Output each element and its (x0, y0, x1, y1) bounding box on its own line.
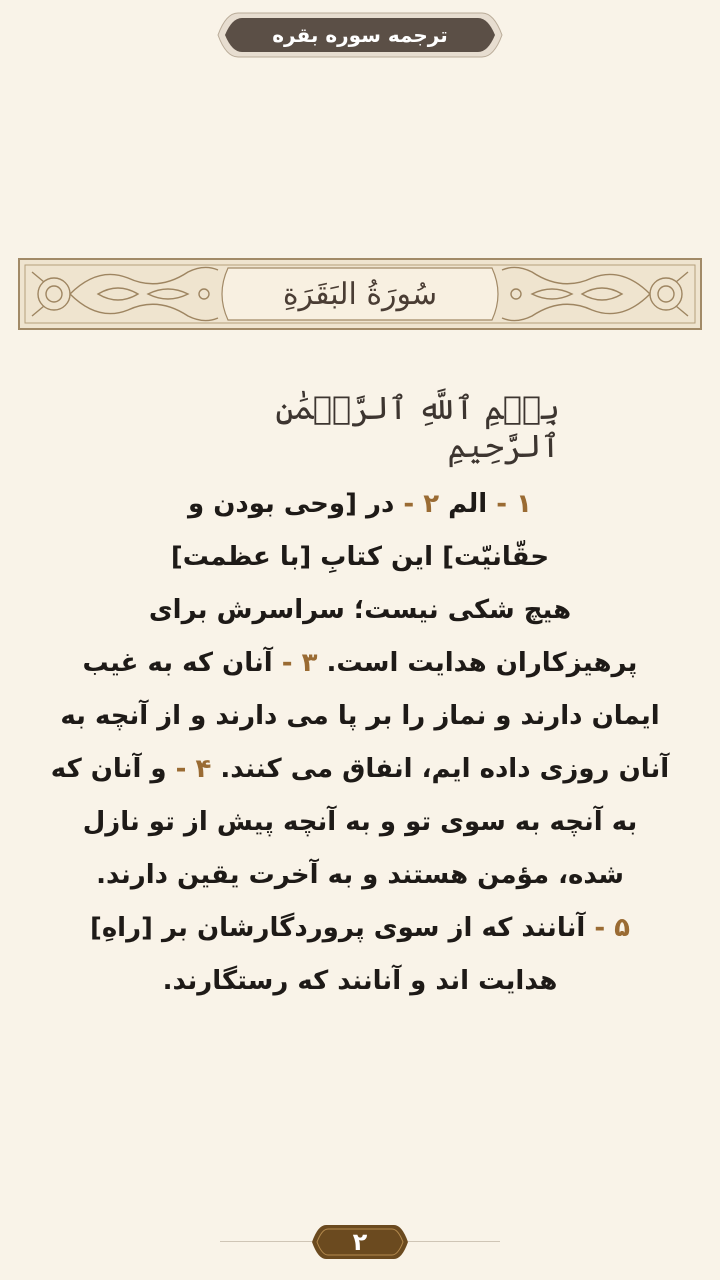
surah-header-frame (18, 258, 702, 330)
verse-text: ایمان دارند و نماز را بر پا می دارند و از آنچه به (60, 701, 660, 731)
translation-line (40, 743, 680, 796)
translation-line (40, 690, 680, 743)
translation-line (40, 531, 680, 584)
translation-line (40, 796, 680, 849)
translation-line (40, 849, 680, 902)
surah-name: سُورَةُ البَقَرَةِ (282, 276, 438, 312)
translation-line (40, 902, 680, 955)
translation-line (40, 584, 680, 637)
page-title: ترجمه سوره بقره (272, 23, 448, 47)
verse-number: ۴ - (166, 754, 212, 784)
verse-number: ۱ - (487, 489, 532, 519)
translation-line (40, 955, 680, 1008)
verse-text: شده، مؤمن هستند و به آخرت یقین دارند. (96, 860, 624, 890)
verse-number: ۲ - (394, 489, 440, 519)
verse-text: حقّانیّت] این کتابِ [با عظمت] (170, 542, 550, 572)
bismillah-calligraphy: بِسۡمِ ٱللَّهِ ٱلرَّحۡمَٰنِ ٱلرَّحِيمِ (275, 389, 560, 465)
translation-line (40, 478, 680, 531)
page-number: ۲ (352, 1228, 368, 1256)
translation-line (40, 637, 680, 690)
divider-left (220, 1241, 312, 1242)
verse-number: ۵ - (585, 913, 631, 943)
verse-text: و آنان که (50, 754, 167, 784)
page-number-badge (310, 1222, 410, 1262)
page-number-bar (220, 1222, 500, 1262)
verse-number: ۳ - (272, 648, 318, 678)
verse-text: در [وحی بودن و (188, 489, 395, 519)
verse-text: آنان که به غیب (82, 648, 273, 678)
verse-text: الم (439, 489, 488, 519)
title-badge (216, 10, 504, 60)
verse-text: هدایت اند و آنانند که رستگارند. (162, 966, 558, 996)
divider-right (408, 1241, 500, 1242)
verse-text: به آنچه به سوی تو و به آنچه پیش از تو نازل (82, 807, 638, 837)
verse-text: پرهیزکاران هدایت است. (317, 648, 638, 678)
verse-text: آنانند که از سوی پروردگارشان بر [راهِ] (89, 913, 586, 943)
translation-text (40, 478, 680, 1008)
verse-text: آنان روزی داده ایم، انفاق می کنند. (211, 754, 670, 784)
verse-text: هیچ شکی نیست؛ سراسرش برای (148, 595, 572, 625)
